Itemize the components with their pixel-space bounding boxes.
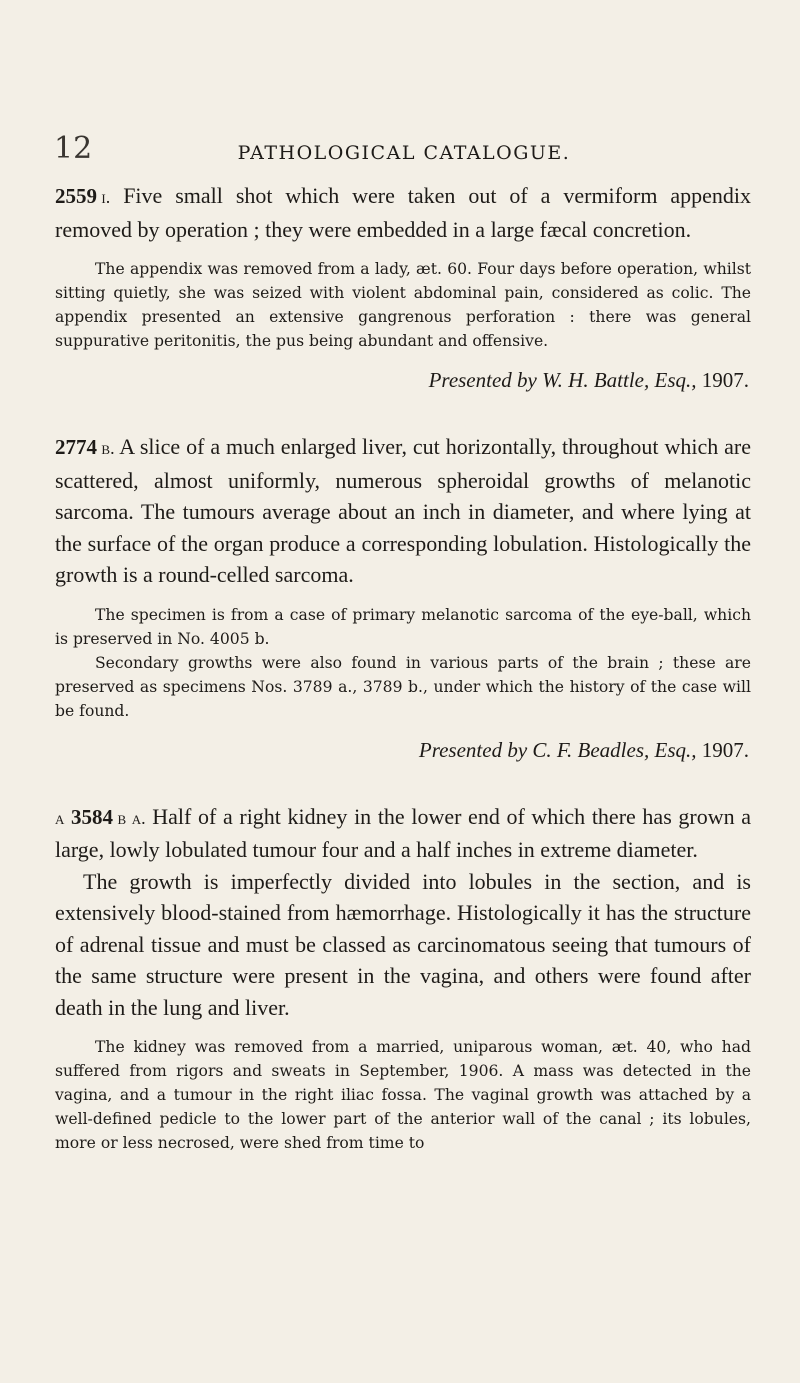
presentation-year: 1907. (701, 368, 749, 392)
case-note: The kidney was removed from a married, uniparous woman, æt. 40, who had suffered from rigors and sweats in September, 1906. A mass was detected in the vagina, and a tumour in the right iliac fossa. The vaginal growth was attached by a well-defined pedicle to the lower part of the anterior wall of the canal ; its lobules, more or less necrosed, were shed from time to (55, 1038, 751, 1152)
case-note: The specimen is from a case of primary melanotic sarcoma of the eye-ball, which is preserved in No. 4005 b. (55, 605, 751, 648)
page-number: 12 (54, 131, 93, 166)
specimen-suffix: i. (101, 187, 111, 207)
entry-description (55, 431, 751, 591)
specimen-number: 2559 (55, 184, 97, 208)
catalogue-entry-2559 (55, 180, 751, 393)
specimen-number: 3584 (71, 804, 114, 829)
presented-by (55, 737, 749, 763)
specimen-suffix: b. (101, 438, 115, 458)
donor: Presented by C. F. Beadles, Esq., (418, 737, 697, 762)
specimen-prefix: a (55, 807, 65, 828)
entry-description (55, 801, 751, 866)
presented-by (55, 367, 749, 393)
page-header (54, 131, 754, 174)
specimen-suffix: b a. (117, 807, 146, 828)
catalogue-entry-3584 (55, 801, 751, 1156)
case-note: Secondary growths were also found in various parts of the brain ; these are preserved as specimens Nos. 3789 a., 3789 b., under which the history of the case will be found. (55, 653, 751, 720)
entry-description (55, 180, 751, 245)
entry-lead-text: A slice of a much enlarged liver, cut horizontally, throughout which are scattered, almost uniformly, numerous spheroidal growths of melanotic sarcoma. The tumours average about an inch in diameter, and where lying at the surface of the organ produce a corresponding lobulation. Histologically the growth is a round-celled sarcoma. (55, 434, 751, 587)
catalogue-entries (55, 180, 751, 1155)
catalogue-entry-2774 (55, 431, 751, 763)
entry-lead-text: Five small shot which were taken out of a vermiform appendix removed by operation ; they were embedded in a large fæcal concretion. (55, 183, 752, 242)
entry-description-continued: The growth is imperfectly divided into lobules in the section, and is extensively blood-stained from hæmorrhage. Histologically it has the structure of adrenal tissue and must be classed as carcinomatous seeing that tumours of the same structure were present in the vagina, and others were found after death in the lung and liver. (55, 868, 751, 1020)
specimen-number: 2774 (55, 435, 97, 459)
donor: Presented by W. H. Battle, Esq., (428, 368, 697, 392)
running-head: PATHOLOGICAL CATALOGUE. (237, 142, 571, 164)
presentation-year: 1907. (701, 737, 749, 762)
case-note: The appendix was removed from a lady, æt. 60. Four days before operation, whilst sitting quietly, she was seized with violent abdominal pain, considered as colic. The appendix presented an extensive gangrenous perforation : there was general suppurative peritonitis, the pus being abundant and offensive. (55, 260, 751, 350)
entry-lead-text: Half of a right kidney in the lower end of which there has grown a large, lowly lobulated tumour four and a half inches in extreme diameter. (55, 803, 752, 862)
